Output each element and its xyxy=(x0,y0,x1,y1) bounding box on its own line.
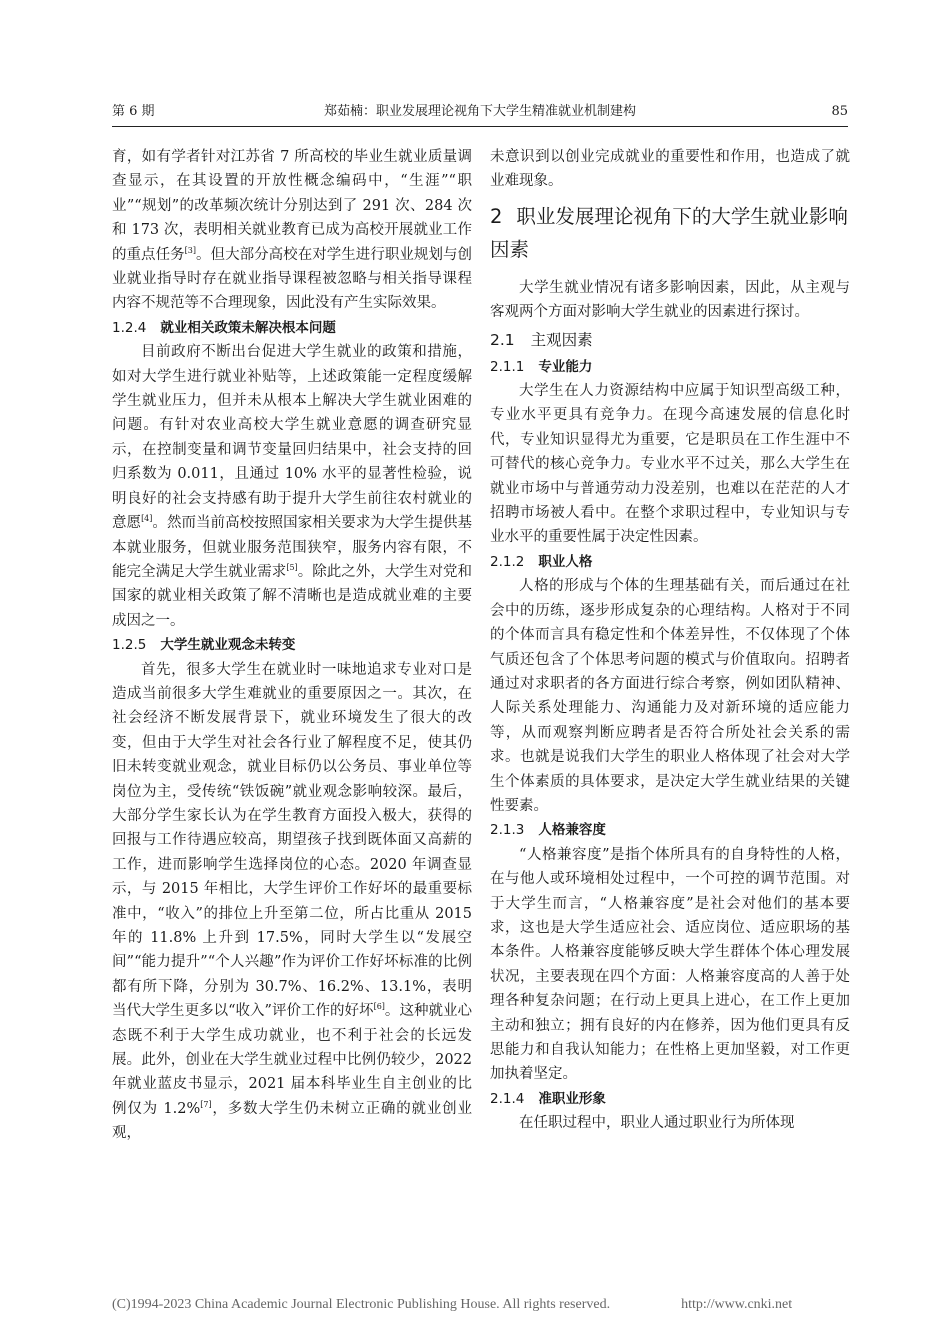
footer-url: http://www.cnki.net xyxy=(681,1297,793,1312)
citation: [5] xyxy=(286,562,298,572)
page-number: 85 xyxy=(831,104,848,119)
page-header xyxy=(112,100,848,126)
section-heading-2-1-4: 2.1.4 准职业形象 xyxy=(490,1090,606,1107)
paragraph: 未意识到以创业完成就业的重要性和作用，也造成了就业难现象。 xyxy=(490,149,850,190)
paragraph: 人格的形成与个体的生理基础有关，而后通过在社会中的历练，逐步形成复杂的心理结构。人格对于不同的个体而言具有稳定性和个体差异性，不仅体现了个体气质还包含了个体思考问题的模式与价值取向。招聘者通过对求职者的各方面进行综合考察，例如团队精神、人际关系处理能力、沟通能力及对新环境的适应能力等，从而观察判断应聘者是否符合所处社会关系的需求。也就是说我们大学生的职业人格体现了社会对大学生个体素质的具体要求，是决定大学生就业结果的关键性要素。 xyxy=(490,578,850,814)
running-title: 郑茹楠：职业发展理论视角下大学生精准就业机制建构 xyxy=(323,104,636,119)
paragraph: 首先，很多大学生在就业时一味地追求专业对口是造成当前很多大学生难就业的重要原因之一。其次，在社会经济不断发展背景下，就业环境发生了很大的改变，但由于大学生对社会各行业了解程度不足，使其仍旧未转变就业观念，就业目标仍以公务员、事业单位等岗位为主，受传统“铁饭碗”就业观念影响较深。最后，大部分学生家长认为在学生教育方面投入极大，获得的回报与工作待遇应较高，期望孩子找到既体面又高薪的工作，进而影响学生选择岗位的心态。2020 年调查显示，与 2015 年相比，大学生评价工作好坏的最重要标准中，“收入”的排位上升至第二位，所占比重从 2015 年的 11.8% 上升到 17.5%，同时大学生以“发展空间”“能力提升”“个人兴趣”作为评价工作好坏标准的比例都有所下降，分别为 30.7%、16.2%、13.1%，表明当代大学生更多以“收入”评价工作的好坏[6]。这种就业心态既不利于大学生成功就业，也不利于社会的长远发展。此外，创业在大学生就业过程中比例仍较少，2022 年就业蓝皮书显示，2021 届本科毕业生自主创业的比例仅为 1.2%[7]，多数大学生仍未树立正确的就业创业观， xyxy=(112,661,473,1142)
paragraph: 目前政府不断出台促进大学生就业的政策和措施，如对大学生进行就业补贴等，上述政策能一定程度缓解学生就业压力，但并未从根本上解决大学生就业困难的问题。有针对农业高校大学生就业意愿的调查研究显示，在控制变量和调节变量回归结果中，社会支持的回归系数为 0.011，且通过 10% 水平的显著性检验，说明良好的社会支持感有助于提升大学生前往农村就业的意愿[4]。然而当前高校按照国家相关要求为大学生提供基本就业服务，但就业服务范围狭窄，服务内容有限，不能完全满足大学生就业需求[5]。除此之外，大学生对党和国家的就业相关政策了解不清晰也是造成就业难的主要成因之一。 xyxy=(112,344,473,629)
header-rule xyxy=(112,126,848,127)
right-column xyxy=(490,145,850,1136)
section-heading-2-1-3: 2.1.3 人格兼容度 xyxy=(490,822,606,839)
paragraph: 在任职过程中，职业人通过职业行为所体现 xyxy=(519,1115,795,1132)
citation: [7] xyxy=(200,1099,212,1109)
copyright-text: (C)1994-2023 China Academic Journal Electronic Publishing House. All rights reserved. xyxy=(112,1297,611,1312)
paragraph: 大学生就业情况有诸多影响因素，因此，从主观与客观两个方面对影响大学生就业的因素进行探讨。 xyxy=(490,279,850,321)
citation: [3] xyxy=(184,245,196,255)
paragraph: 育，如有学者针对江苏省 7 所高校的毕业生就业质量调查显示，在其设置的开放性概念编码中，“生涯”“职业”“规划”的改革频次统计分别达到了 291 次、284 次和 173 次，表明相关就业教育已成为高校开展就业工作的重点任务[3]。但大部分高校在对学生进行职业规划与创业就业指导时存在就业指导课程被忽略与相关指导课程内容不规范等不合理现象，因此没有产生实际效果。 xyxy=(112,149,473,312)
paragraph: “人格兼容度”是指个体所具有的自身特性的人格，在与他人或环境相处过程中，一个可控的调节范围。对于大学生而言，“人格兼容度”是社会对他们的基本要求，这也是大学生适应社会、适应岗位、适应职场的基本条件。人格兼容度能够反映大学生群体个体心理发展状况，主要表现在四个方面：人格兼容度高的人善于处理各种复杂问题；在行动上更具上进心，在工作上更加主动和独立；拥有良好的内在修养，因为他们更具有反思能力和自我认知能力；在性格上更加坚毅，对工作更加执着坚定。 xyxy=(490,846,850,1083)
left-column xyxy=(112,145,472,1146)
section-heading-1-2-4: 1.2.4 就业相关政策未解决根本问题 xyxy=(112,319,336,336)
section-heading-1-2-5: 1.2.5 大学生就业观念未转变 xyxy=(112,637,296,654)
section-heading-2: 2 职业发展理论视角下的大学生就业影响因素 xyxy=(490,204,848,261)
section-heading-2-1: 2.1 主观因素 xyxy=(490,330,593,349)
issue-label: 第 6 期 xyxy=(112,104,155,119)
paragraph: 大学生在人力资源结构中应属于知识型高级工种，专业水平更具有竞争力。在现今高速发展的信息化时代，专业知识显得尤为重要，它是职员在工作生涯中不可替代的核心竞争力。专业水平不过关，那么大学生在就业市场中与普通劳动力没差别，也难以在茫茫的人才招聘市场被人看中。在整个求职过程中，专业知识与专业水平的重要性属于决定性因素。 xyxy=(490,383,850,546)
citation: [4] xyxy=(141,514,153,524)
section-heading-2-1-2: 2.1.2 职业人格 xyxy=(490,553,593,570)
citation: [6] xyxy=(373,1002,385,1012)
section-heading-2-1-1: 2.1.1 专业能力 xyxy=(490,358,593,375)
copyright-footer xyxy=(112,1296,812,1314)
